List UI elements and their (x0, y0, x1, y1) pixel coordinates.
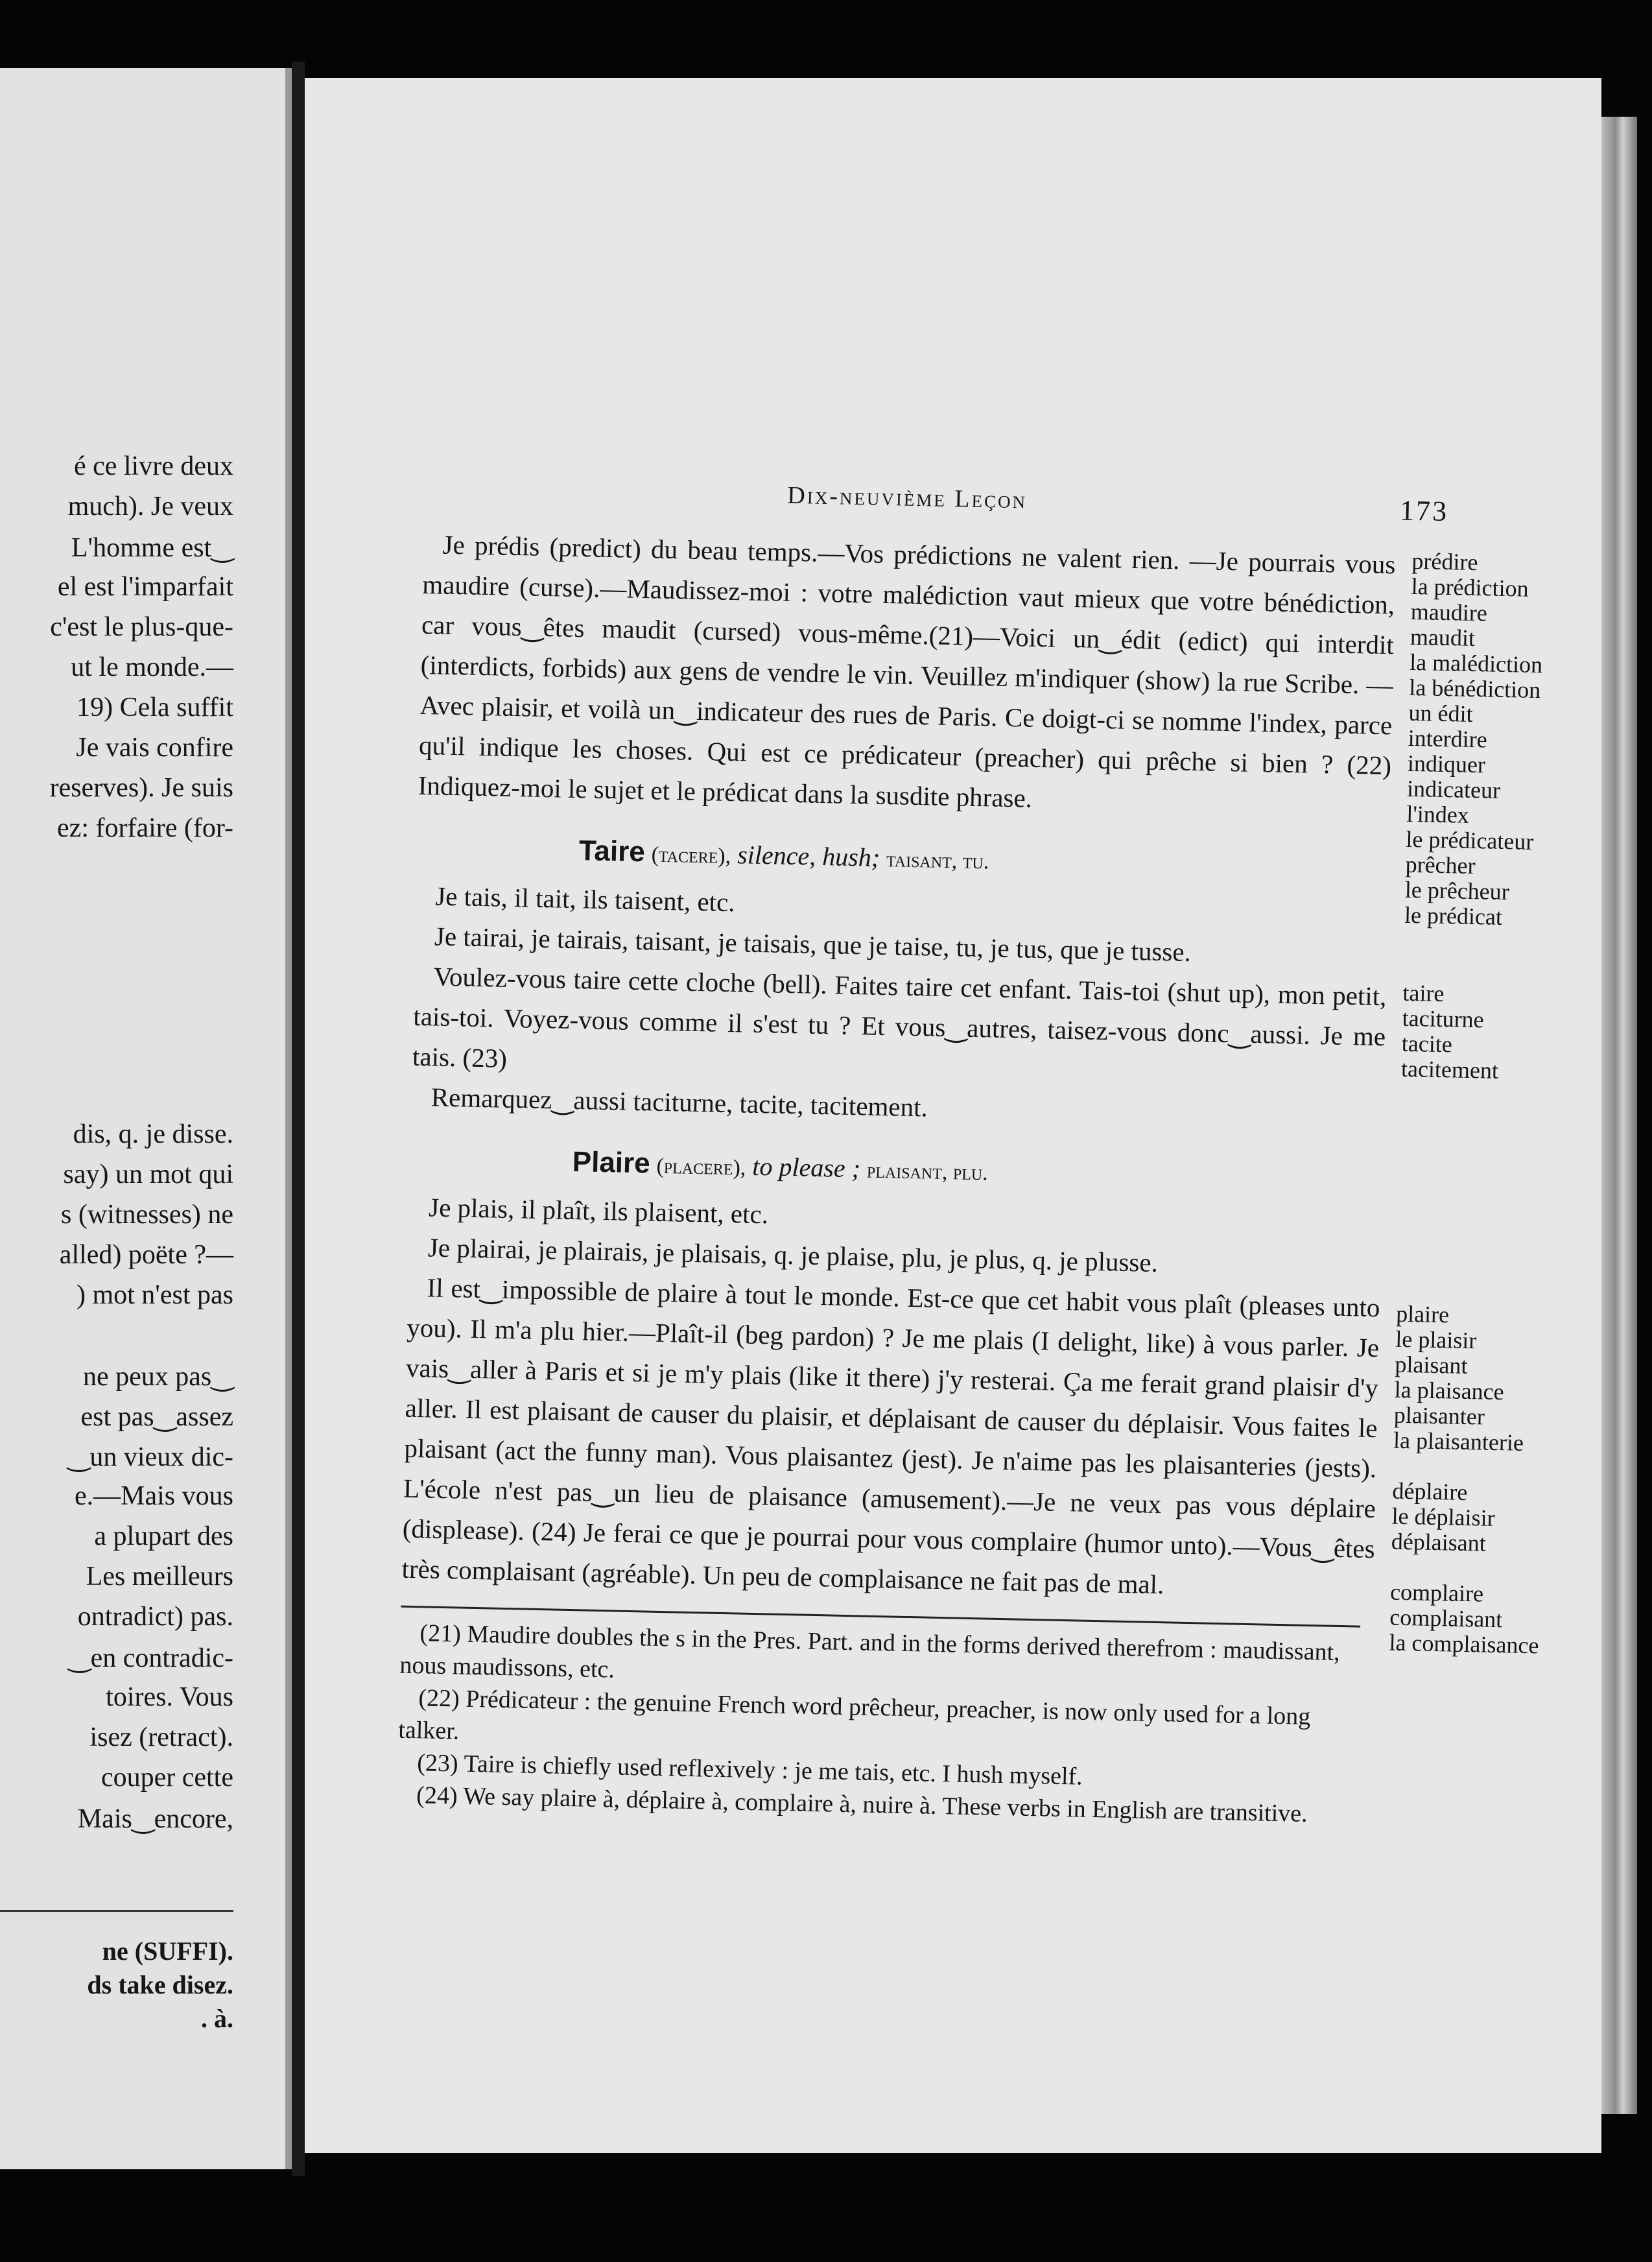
paragraph-predire: Je prédis (predict) du beau temps.—Vos prédictions ne valent rien. —Je pourrais vous maudire (curse).—Maudissez-moi : votre malédiction vaut mieux que votre bénédiction, car vous‿êtes maudit (cursed) vous-même.(21)—Voici un‿édit (edict) qui interdit (interdicts, forbids) aux gens de vendre le vin. Veuillez m'indiquer (show) la rue Scribe. —Avec plaisir, et voilà un‿indicateur des rues de Paris. Ce doigt-ci se nomme l'index, parce qu'il indique les choses. Qui est ce prédicateur (preacher) qui prêche si bien ? (22) Indiquez-moi le sujet et le prédicat dans la susdite phrase. (418, 529, 1396, 813)
vocab-word: interdire (1408, 724, 1488, 753)
left-line: c'est le plus-que- (50, 612, 233, 642)
vocab-word: taire (1402, 979, 1445, 1007)
vocab-word: déplaisant (1391, 1528, 1487, 1556)
vocab-word: la plaisanterie (1393, 1427, 1524, 1456)
left-line: e.—Mais vous (75, 1481, 233, 1511)
verb-latin: (tacere), (651, 842, 731, 869)
vocab-word: la complaisance (1389, 1629, 1539, 1659)
vocab-word: plaisanter (1393, 1401, 1485, 1430)
vocab-word: indicateur (1406, 775, 1501, 804)
vocab-word: le prêcheur (1404, 876, 1510, 905)
verb-gloss: silence, hush; (737, 840, 880, 872)
vocab-word: complaisant (1389, 1604, 1503, 1633)
left-page (0, 68, 292, 2169)
left-line: much). Je veux (67, 492, 233, 521)
verb-forms: plaisant, plu. (866, 1158, 989, 1185)
left-line: 19) Cela suffit (77, 693, 233, 722)
chapter-title: Dix-neuvième Leçon (786, 481, 1028, 514)
left-line: dis, q. je disse. (73, 1119, 233, 1149)
paragraph-plaire: Il est‿impossible de plaire à tout le monde. Est-ce que cet habit vous plaît (pleases unto you). Il m'a plu hier.—Plaît-il (beg pardon) ? Je me plais (I delight, like) à vous parler. Je vais‿aller à Paris et si je m'y plais (like it there) j'y resterai. Ça me ferait grand plaisir d'y aller. Il est plaisant de causer du plaisir, et déplaisant de causer du déplaisir. Vous faites le plaisant (act the funny man). Vous plaisantez (jest). Je n'aime pas les plaisanteries (jests). L'école n'est pas‿un lieu de plaisance (amusement).—Je ne veux pas vous déplaire (displease). (24) Je ferai ce que je pourrai pour vous complaire (humor unto).—Vous‿êtes très complaisant (agréable). Un peu de complaisance ne fait pas de mal. (401, 1272, 1380, 1600)
vocab-word: tacite (1401, 1030, 1453, 1058)
vocab-word: le plaisir (1395, 1326, 1477, 1354)
page-number: 173 (1399, 494, 1449, 528)
left-footnote-rule (0, 1910, 233, 1912)
vocab-word: maudit (1410, 623, 1476, 651)
left-line: isez (retract). (89, 1722, 233, 1752)
left-line: say) un mot qui (63, 1160, 233, 1189)
vocab-word: complaire (1389, 1578, 1484, 1607)
left-line: Les meilleurs (86, 1562, 233, 1591)
vocab-word: la plaisance (1394, 1376, 1505, 1405)
left-line: couper cette (100, 1763, 233, 1792)
left-page-fragments (0, 68, 285, 2169)
vocab-margin-predire (1404, 549, 1607, 932)
vocab-word: l'index (1406, 800, 1470, 828)
left-line: est pas‿assez (80, 1402, 233, 1432)
vocab-margin-plaire (1389, 1302, 1590, 1660)
vocab-word: prêcher (1405, 851, 1476, 879)
verb-name: Plaire (572, 1146, 651, 1180)
footnote-21: (21) Maudire doubles the s in the Pres. Part. and in the forms derived therefrom : maudissant, nous maudissons, etc. (399, 1619, 1341, 1684)
vocab-word: indiquer (1407, 750, 1486, 778)
footnote-23: (23) Taire is chiefly used reflexively : je me tais, etc. I hush myself. (416, 1749, 1083, 1791)
verb-forms: taisant, tu. (886, 848, 989, 874)
left-line: s (witnesses) ne (61, 1200, 233, 1230)
verb-latin: (placere), (656, 1154, 746, 1180)
verb-heading-taire (416, 831, 1441, 885)
conjugation-line: Je plairai, je plairais, je plaisais, q. je plaise, plu, je plus, q. je plusse. (427, 1232, 1159, 1278)
left-line: é ce livre deux (73, 451, 233, 481)
right-page-content (397, 473, 1543, 1833)
left-line: el est l'imparfait (57, 572, 233, 602)
book-gutter (292, 62, 305, 2176)
left-line: ) mot n'est pas (76, 1280, 233, 1310)
verb-heading-plaire (410, 1143, 1435, 1196)
vocab-word: le déplaisir (1391, 1503, 1495, 1531)
vocab-word: déplaire (1392, 1477, 1468, 1506)
vocab-word: plaire (1395, 1300, 1450, 1328)
left-line: L'homme est‿ (71, 533, 233, 563)
left-line: toires. Vous (106, 1682, 233, 1712)
left-line: ‿en contradic- (68, 1643, 233, 1673)
left-line: reserves). Je suis (49, 773, 233, 803)
footnotes (397, 1617, 1373, 1831)
vocab-word: un édit (1408, 699, 1473, 727)
footnote-22: (22) Prédicateur : the genuine French word prêcheur, preacher, is now only used for a long talker. (397, 1684, 1311, 1745)
footnote-24: (24) We say plaire à, déplaire à, complaire à, nuire à. These verbs in English are transitive. (416, 1781, 1308, 1827)
left-line: ontradict) pas. (77, 1602, 233, 1632)
vocab-word: la malédiction (1409, 649, 1543, 678)
left-line: ut le monde.— (71, 652, 233, 682)
left-line: ez: forfaire (for- (57, 813, 233, 843)
conjugation-line: Je plais, il plaît, ils plaisent, etc. (428, 1192, 769, 1230)
vocab-word: plaisant (1395, 1351, 1468, 1379)
left-footnote-line: ne (SUFFI). (102, 1936, 233, 1966)
vocab-margin-taire (1401, 981, 1598, 1086)
left-line: a plupart des (94, 1521, 233, 1551)
vocab-word: tacitement (1400, 1055, 1499, 1084)
vocab-word: maudire (1410, 598, 1488, 626)
vocab-word: taciturne (1402, 1005, 1485, 1033)
paragraph-taire: Voulez-vous taire cette cloche (bell). Faites taire cet enfant. Tais-toi (shut up), mon petit, tais-toi. Voyez-vous comme il s'est tu ? Et vous‿autres, taisez-vous donc‿aussi. Je me tais. (23) (412, 961, 1387, 1073)
left-footnote-line: . à. (201, 2004, 233, 2033)
left-line: ‿un vieux dic- (67, 1442, 233, 1472)
vocab-word: le prédicat (1404, 901, 1503, 930)
left-line: alled) poëte ?— (59, 1240, 233, 1270)
left-line: Mais‿encore, (77, 1804, 233, 1834)
left-footnote-line: ds take disez. (87, 1970, 233, 1999)
vocab-word: prédire (1411, 547, 1478, 576)
vocab-word: la prédiction (1411, 573, 1529, 602)
left-line: ne peux pas‿ (82, 1362, 233, 1392)
conjugation-line: Je tairai, je tairais, taisant, je taisais, que je taise, tu, je tus, que je tusse. (434, 921, 1192, 967)
verb-name: Taire (578, 835, 646, 868)
paragraph-taire-remark: Remarquez‿aussi taciturne, tacite, tacitement. (431, 1082, 928, 1123)
verb-gloss: to please ; (751, 1151, 861, 1184)
vocab-word: la bénédiction (1409, 674, 1541, 704)
vocab-word: le prédicateur (1406, 826, 1534, 855)
conjugation-line: Je tais, il tait, ils taisent, etc. (434, 881, 736, 918)
left-line: Je vais confire (76, 733, 233, 763)
page-edges (1601, 117, 1637, 2114)
